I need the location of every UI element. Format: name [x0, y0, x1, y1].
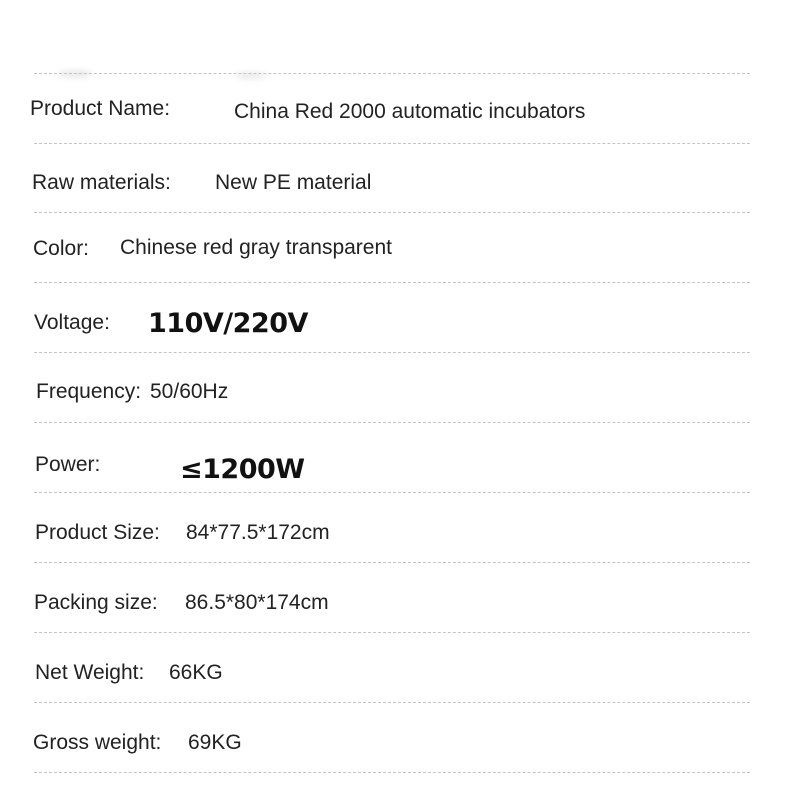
spec-label: Raw materials:	[32, 171, 171, 194]
row-divider	[34, 492, 750, 493]
spec-label: Gross weight:	[33, 731, 162, 754]
row-divider	[34, 422, 750, 423]
spec-value: 69KG	[188, 731, 242, 754]
scan-smudge	[58, 70, 92, 78]
spec-value: New PE material	[215, 171, 372, 194]
spec-label: Packing size:	[34, 591, 158, 614]
spec-row-voltage	[0, 306, 800, 346]
spec-label: Net Weight:	[35, 661, 145, 684]
spec-row-frequency	[0, 376, 800, 416]
row-divider	[34, 702, 750, 703]
row-divider	[34, 282, 750, 283]
spec-row-product-name	[0, 94, 800, 134]
spec-label: Product Size:	[35, 521, 160, 544]
spec-value: 66KG	[169, 661, 223, 684]
spec-label: Frequency:	[36, 380, 142, 403]
row-divider	[34, 212, 750, 213]
spec-value: 110V/220V	[148, 308, 308, 339]
row-divider	[34, 772, 750, 773]
spec-row-raw-materials	[0, 168, 800, 208]
spec-row-power	[0, 450, 800, 490]
spec-label: Product Name:	[30, 97, 171, 120]
spec-label: Voltage:	[34, 311, 110, 334]
spec-value: 84*77.5*172cm	[186, 521, 330, 544]
spec-value: ≤1200W	[180, 454, 305, 485]
row-divider	[34, 352, 750, 353]
spec-label: Color:	[33, 237, 90, 260]
spec-row-packing-size	[0, 588, 800, 628]
row-divider	[34, 562, 750, 563]
spec-row-product-size	[0, 518, 800, 558]
spec-value: Chinese red gray transparent	[120, 236, 392, 259]
spec-row-gross-weight	[0, 728, 800, 768]
row-divider	[34, 143, 750, 144]
spec-value: 86.5*80*174cm	[185, 591, 329, 614]
spec-value: 50/60Hz	[150, 380, 229, 403]
spec-value: China Red 2000 automatic incubators	[234, 100, 586, 123]
row-divider	[34, 632, 750, 633]
spec-row-color	[0, 233, 800, 273]
row-divider	[34, 73, 750, 74]
spec-row-net-weight	[0, 658, 800, 698]
spec-label: Power:	[35, 453, 101, 476]
